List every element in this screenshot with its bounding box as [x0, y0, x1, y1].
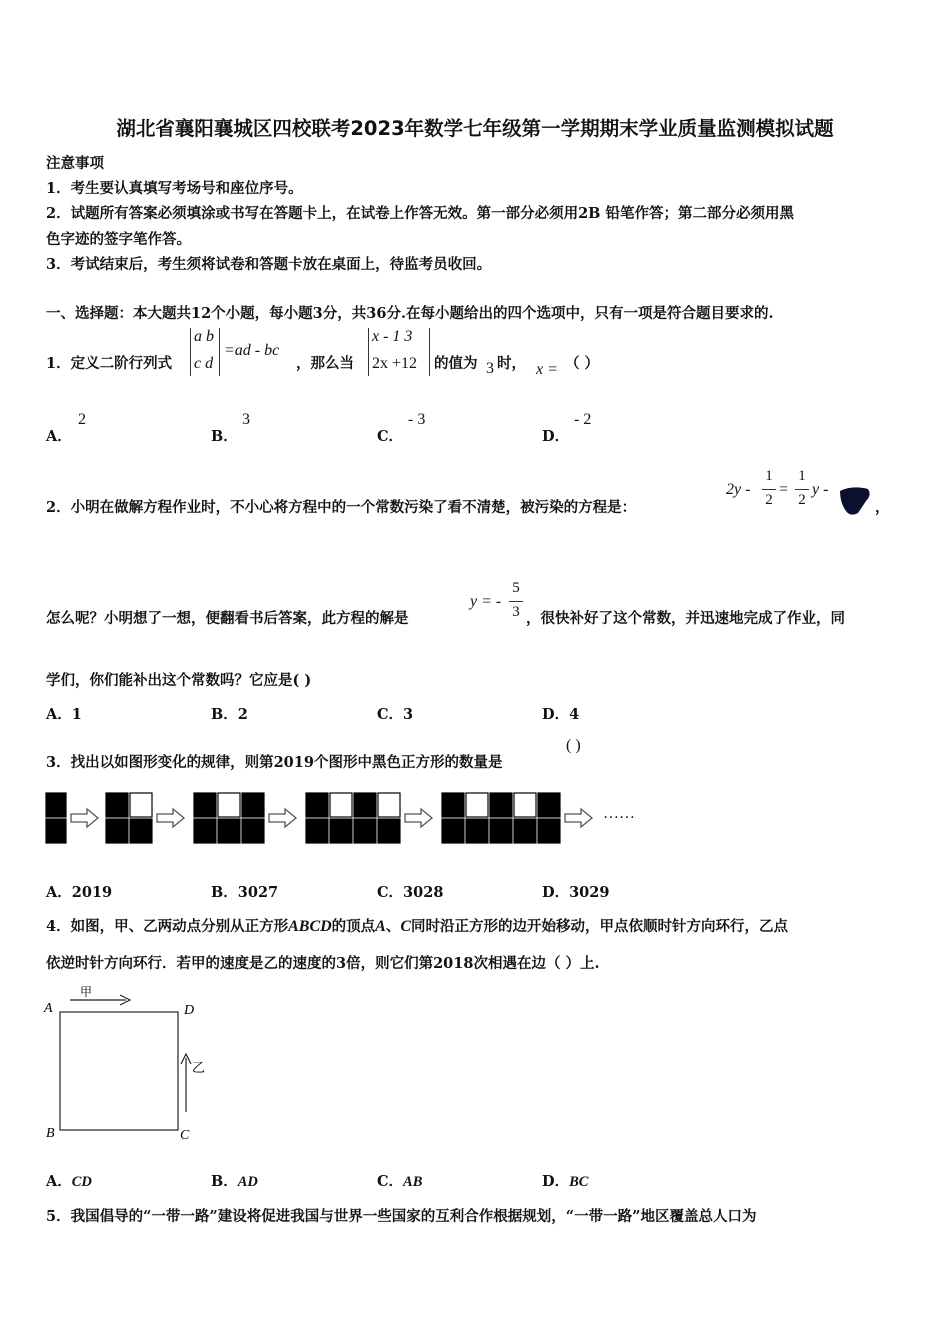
fig-vertex-a: A — [44, 1001, 53, 1016]
option-value: 2019 — [71, 884, 113, 901]
q2-eq-mid: = — [779, 481, 789, 498]
option-label: B． — [211, 1173, 238, 1190]
q4-option-b — [211, 1170, 258, 1191]
q4-point-a: A — [375, 918, 386, 935]
option-label: C． — [377, 884, 404, 901]
q5-line1: 5．我国倡导的“一带一路”建设将促进我国与世界一些国家的互利合作根据规划，“一带一路”地区覆盖总人口为 — [46, 1208, 757, 1225]
q1-option-c-value: - 3 — [408, 411, 426, 428]
q2-sol-den: 3 — [512, 604, 520, 620]
q3-option-b — [211, 881, 278, 902]
notice-heading: 注意事项 — [46, 155, 104, 172]
q1-option-b-value: 3 — [242, 411, 250, 428]
q2-option-c — [377, 703, 413, 724]
q2-line2b: ，很快补好了这个常数，并迅速地完成了作业，同 — [526, 610, 845, 627]
option-value: 2 — [237, 706, 248, 723]
q4-point-c: C — [400, 918, 412, 935]
option-value: BC — [569, 1174, 589, 1190]
option-label: D． — [542, 884, 570, 901]
det-bar-right — [219, 328, 220, 376]
q3-ellipsis: …… — [603, 805, 635, 822]
fraction-bar — [509, 601, 523, 602]
fraction-bar — [795, 489, 809, 490]
q4-square-figure — [40, 980, 230, 1146]
fraction-bar — [762, 489, 776, 490]
page-title: 湖北省襄阳襄城区四校联考2023年数学七年级第一学期期末学业质量监测模拟试题 — [116, 117, 834, 140]
option-label: D． — [542, 1173, 570, 1190]
q4-line1 — [46, 915, 788, 936]
fig-vertex-b: B — [46, 1126, 55, 1141]
q2-line3: 学们，你们能补出这个常数吗？它应是( ) — [46, 672, 312, 689]
option-value: CD — [71, 1174, 92, 1190]
q1-option-a-label: A． — [46, 428, 72, 445]
option-value: 4 — [569, 706, 580, 723]
fig-vertex-d: D — [184, 1003, 195, 1018]
q2-eq-den2: 2 — [798, 492, 806, 508]
q4-option-a — [46, 1170, 92, 1191]
q3-text: 3．找出以如图形变化的规律，则第2019个图形中黑色正方形的数量是 — [46, 754, 503, 771]
notice-item: 色字迹的签字笔作答。 — [46, 231, 191, 248]
option-value: 3027 — [237, 884, 279, 901]
fig-label-jia: 甲 — [80, 985, 93, 999]
q3-option-a — [46, 881, 112, 902]
q1-option-d-label: D． — [542, 428, 570, 445]
det-bar-left — [190, 328, 191, 376]
fig-label-yi: 乙 — [192, 1061, 206, 1076]
q3-option-c — [377, 881, 443, 902]
option-label: B． — [211, 884, 238, 901]
q2-sol-y: y = - — [470, 593, 502, 610]
option-value: 1 — [71, 706, 82, 723]
det1-row1: a b — [194, 328, 214, 345]
q1-tail: 时， — [497, 355, 526, 372]
option-label: B． — [211, 706, 238, 723]
q2-option-b — [211, 703, 248, 724]
q4-abcd: ABCD — [288, 918, 332, 935]
det-bar-right — [429, 328, 430, 376]
q2-option-a — [46, 703, 82, 724]
option-label: C． — [377, 1173, 404, 1190]
section-heading: 一、选择题：本大题共12个小题，每小题3分，共36分.在每小题给出的四个选项中，只有一项是符合题目要求的. — [46, 305, 774, 322]
notice-item: 1．考生要认真填写考场号和座位序号。 — [46, 180, 303, 197]
option-value: AD — [237, 1174, 258, 1190]
q3-blank: ( ) — [566, 737, 581, 754]
q2-eq-num: 1 — [765, 468, 773, 484]
q2-option-d — [542, 703, 579, 724]
q1-prefix: 1．定义二阶行列式 — [46, 355, 173, 372]
q4-text: 、 — [385, 918, 401, 935]
q1-suffix: 的值为 — [434, 355, 478, 372]
option-value: 3 — [403, 706, 414, 723]
q2-eq-num2: 1 — [798, 468, 806, 484]
q2-line2a: 怎么呢？小明想了一想，便翻看书后答案，此方程的解是 — [46, 610, 409, 627]
q4-line2: 依逆时针方向环行．若甲的速度是乙的速度的3倍，则它们第2018次相遇在边（ ）上. — [46, 955, 600, 972]
q4-text: 的顶点 — [331, 918, 376, 935]
option-value: 3028 — [403, 884, 444, 901]
q1-option-c-label: C． — [377, 428, 404, 445]
q1-option-a-value: 2 — [78, 411, 86, 428]
option-value: AB — [403, 1174, 423, 1190]
q3-pattern-figure — [44, 791, 604, 845]
notice-item: 2．试题所有答案必须填涂或书写在答题卡上，在试卷上作答无效。第一部分必须用2B 铅笔作答；第二部分必须用黑 — [46, 205, 794, 222]
q1-option-b-label: B． — [211, 428, 238, 445]
q2-line1: 2．小明在做解方程作业时，不小心将方程中的一个常数污染了看不清楚，被污染的方程是： — [46, 499, 637, 516]
option-label: A． — [46, 1173, 72, 1190]
q2-sol-num: 5 — [512, 580, 520, 596]
q1-xeq: x = — [536, 361, 558, 378]
q4-option-c — [377, 1170, 422, 1191]
det1-rhs: =ad - bc — [224, 342, 280, 359]
q4-text: 4．如图，甲、乙两动点分别从正方形 — [46, 918, 289, 935]
q2-eq-2y: 2y - — [726, 481, 751, 498]
option-label: D． — [542, 706, 570, 723]
option-label: A． — [46, 706, 72, 723]
q1-value: 3 — [486, 360, 494, 377]
q1-mid: ，那么当 — [296, 355, 354, 372]
det1-row2: c d — [194, 355, 214, 372]
det2-row1: x - 1 3 — [372, 328, 413, 345]
det2-row2: 2x +12 — [372, 355, 418, 372]
fig-vertex-c: C — [180, 1128, 190, 1143]
option-label: A． — [46, 884, 72, 901]
q2-eq-y: y - — [812, 481, 829, 498]
det-bar-left — [368, 328, 369, 376]
notice-item: 3．考试结束后，考生须将试卷和答题卡放在桌面上，待监考员收回。 — [46, 256, 492, 273]
q4-text: 同时沿正方形的边开始移动，甲点依顺时针方向环行，乙点 — [411, 918, 789, 935]
q1-option-d-value: - 2 — [574, 411, 592, 428]
option-label: C． — [377, 706, 404, 723]
q2-eq-den: 2 — [765, 492, 773, 508]
q3-option-d — [542, 881, 609, 902]
option-value: 3029 — [569, 884, 610, 901]
q2-comma: ， — [875, 499, 890, 516]
q1-blank: （ ） — [565, 355, 600, 372]
ink-blot-icon — [838, 485, 872, 517]
q4-option-d — [542, 1170, 588, 1191]
